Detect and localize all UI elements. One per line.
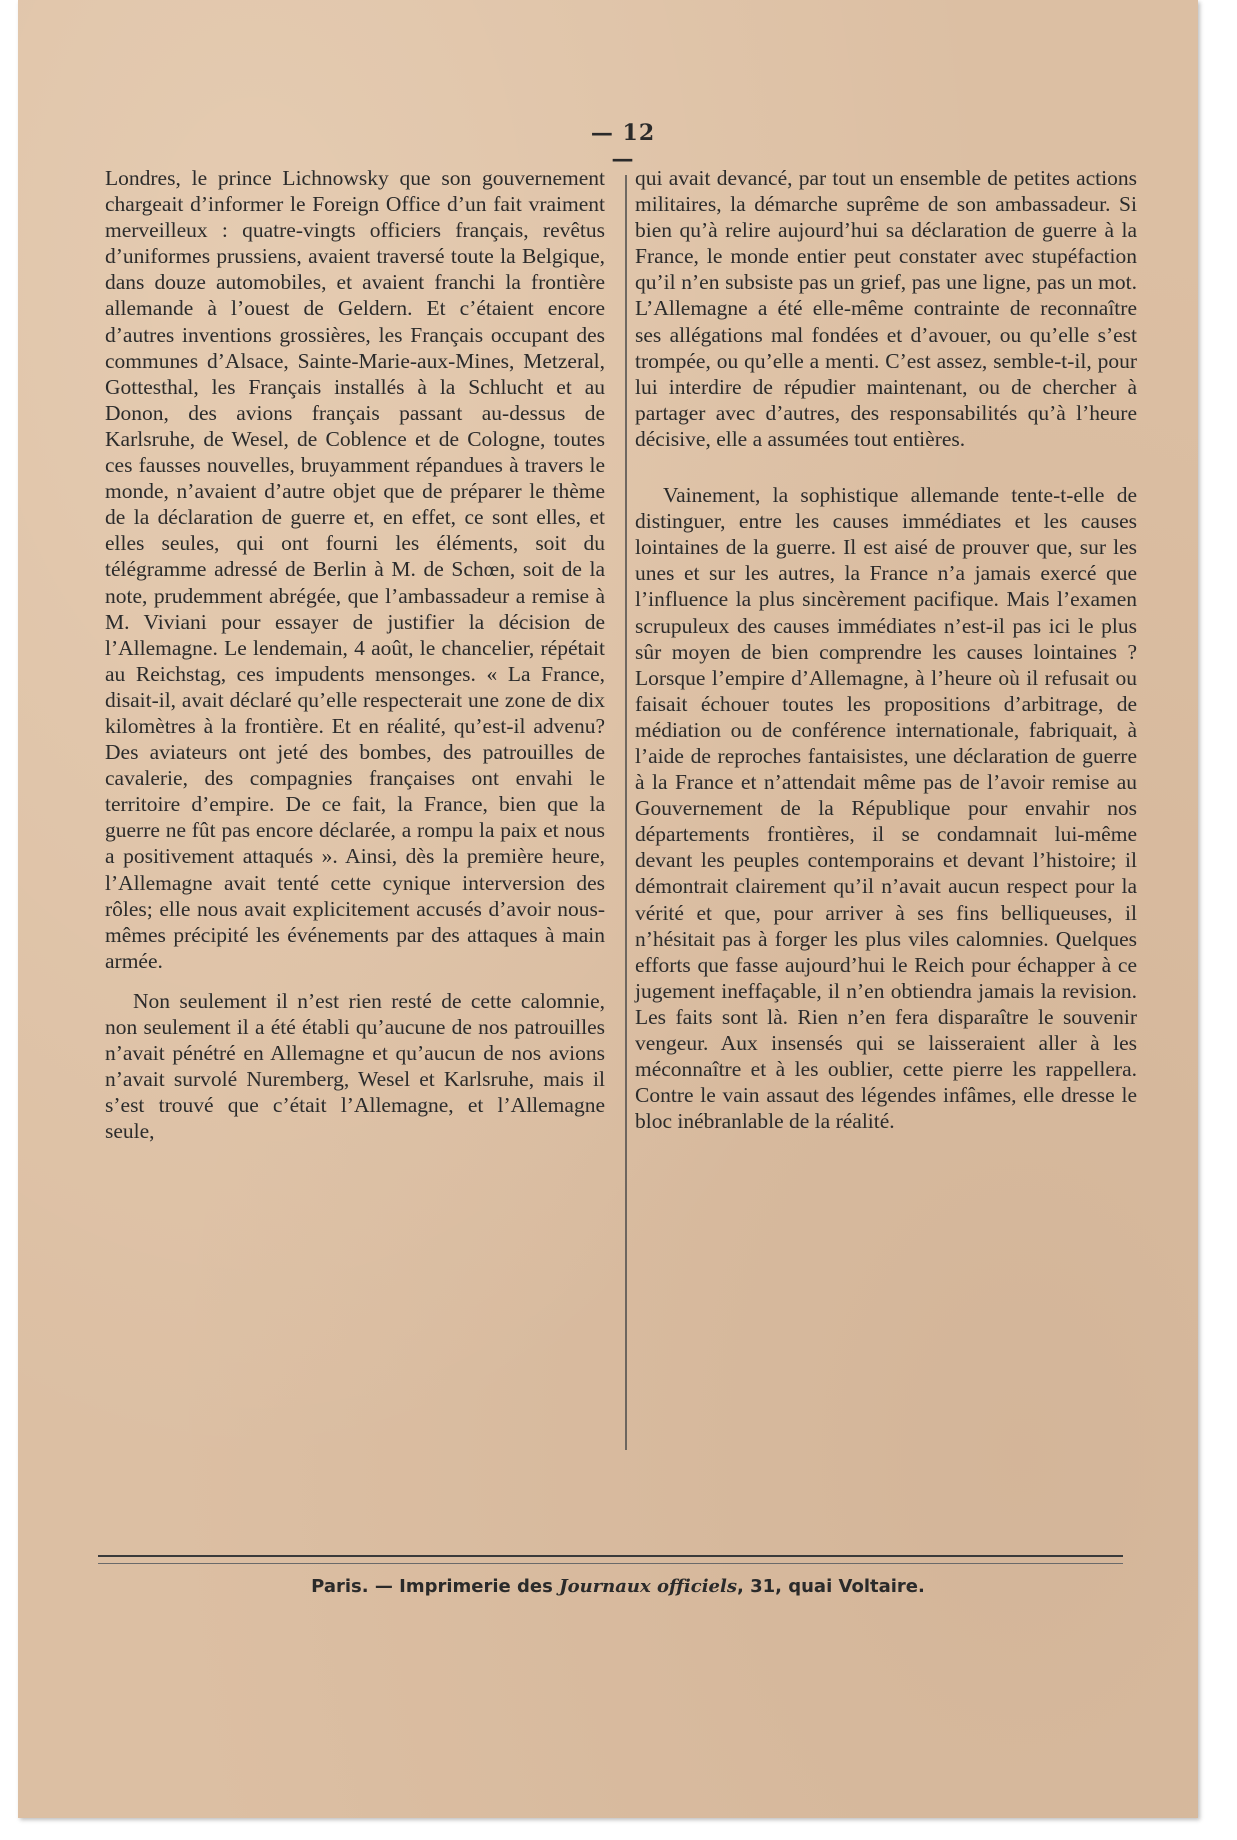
imprint-address: , 31, quai Voltaire. [736,1576,925,1597]
left-paragraph-2: Non seulement il n’est rien resté de cette calomnie, non seulement il a été établi qu’aucune de nos patrouilles n’avait pénétré en Allemagne et qu’aucun de nos avions n’avait survolé Nuremberg, Wesel et Karlsruhe, mais il s’est trouvé que c’était l’Allemagne, et l’Allemagne seule, [105,988,605,1144]
paper-sheet [18,0,1198,1818]
column-divider [625,175,627,1450]
imprint-publication: Journaux officiels [559,1576,737,1597]
footer-rule-thin [98,1563,1123,1564]
footer-rule [98,1555,1123,1557]
right-paragraph-1: qui avait devancé, par tout un ensemble de petites actions militaires, la démarche suprême de son ambassadeur. Si bien qu’à relire aujourd’hui sa déclaration de guerre à la France, le monde entier peut constater avec stupéfaction qu’il n’en subsiste pas un grief, pas une ligne, pas un mot. L’Allemagne a été elle-même contrainte de reconnaître ses allégations mal fondées et d’avouer, ou qu’elle s’est trompée, ou qu’elle a menti. C’est assez, semble-t-il, pour lui interdire de répudier maintenant, ou de chercher à partager avec d’autres, des responsabilités qu’à l’heure décisive, elle a assumées tout entières. [635,166,1137,451]
imprint-prefix: Paris. — Imprimerie des [311,1576,560,1597]
page-number: — 12 — [590,120,656,172]
printer-imprint [18,1576,1218,1597]
left-column [105,165,605,1144]
left-paragraph-1: Londres, le prince Lichnowsky que son gouvernement chargeait d’informer le Foreign Office d’un fait vraiment merveilleux : quatre-vingts officiers français, revêtus d’uniformes prussiens, avaient traversé toute la Belgique, dans douze automobiles, et avaient franchi la frontière allemande à l’ouest de Geldern. Et c’étaient encore d’autres inventions grossières, les Français occupant des communes d’Alsace, Sainte-Marie-aux-Mines, Metzeral, Gottesthal, les Français installés à la Schlucht et au Donon, des avions français passant au-dessus de Karlsruhe, de Wesel, de Coblence et de Cologne, toutes ces fausses nouvelles, bruyamment répandues à travers le monde, n’avaient d’autre objet que de préparer le thème de la déclaration de guerre et, en effet, ce sont elles, et elles seules, qui ont fourni les éléments, soit du télégramme adressé de Berlin à M. de Schœn, soit de la note, prudemment abrégée, que l’ambassadeur a remise à M. Viviani pour essayer de justifier la décision de l’Allemagne. Le lendemain, 4 août, le chancelier, répétait au Reichstag, ces impudents mensonges. « La France, disait-il, avait déclaré qu’elle respecterait une zone de dix kilomètres à la frontière. Et en réalité, qu’est-il advenu? Des aviateurs ont jeté des bombes, des patrouilles de cavalerie, des compagnies françaises ont envahi le territoire d’empire. De ce fait, la France, bien que la guerre ne fût pas encore déclarée, a rompu la paix et nous a positivement attaqués ». Ainsi, dès la première heure, l’Allemagne avait tenté cette cynique interversion des rôles; elle nous avait explicitement accusés d’avoir nous-mêmes précipité les événements par des attaques à main armée. [105,166,605,973]
right-column [635,165,1137,1134]
right-paragraph-2: Vainement, la sophistique allemande tente-t-elle de distinguer, entre les causes immédiates et les causes lointaines de la guerre. Il est aisé de prouver que, sur les unes et sur les autres, la France n’a jamais exercé que l’influence la plus sincèrement pacifique. Mais l’examen scrupuleux des causes immédiates n’est-il pas ici le plus sûr moyen de bien comprendre les causes lointaines ? Lorsque l’empire d’Allemagne, à l’heure où il refusait ou faisait échouer toutes les propositions d’arbitrage, de médiation ou de conférence internationale, fabriquait, à l’aide de reproches fantaisistes, une déclaration de guerre à la France et n’attendait même pas de l’avoir remise au Gouvernement de la République pour envahir nos départements frontières, il se condamnait lui-même devant les peuples contemporains et devant l’histoire; il démontrait clairement qu’il n’avait aucun respect pour la vérité et que, pour arriver à ses fins belliqueuses, il n’hésitait pas à forger les plus viles calomnies. Quelques efforts que fasse aujourd’hui le Reich pour échapper à ce jugement ineffaçable, il n’en obtiendra jamais la revision. Les faits sont là. Rien n’en fera disparaître le souvenir vengeur. Aux insensés qui se laisseraient aller à les méconnaître et à les oublier, cette pierre les rappellera. Contre le vain assaut des légendes infâmes, elle dresse le bloc inébranlable de la réalité. [635,483,1137,1134]
